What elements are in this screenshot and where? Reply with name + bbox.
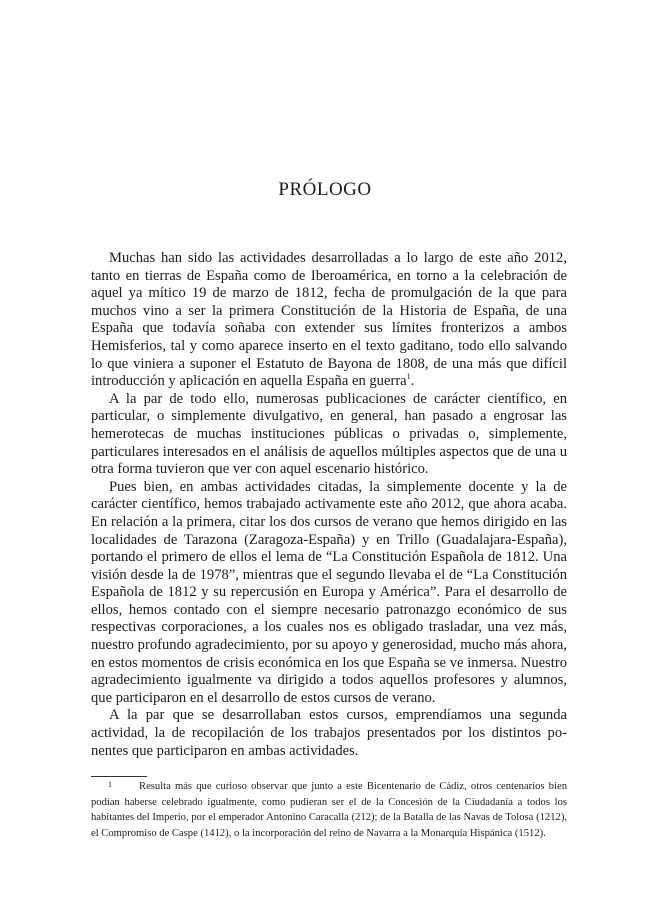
paragraph-3: Pues bien, en ambas actividades citadas, la simplemente docente y la de carácter científico, hemos trabajado activamente este año 2012, que ahora acaba. En relación a la primera, citar los dos cursos de verano que hemos dirigido en las localidades de Tarazona (Zaragoza-España) y en Trillo (Guadalajara-España), portando el primero de ellos el lema de “La Constitución Española de 1812. Una visión desde la de 1978”, mientras que el segundo llevaba el de “La Constitución Española de 1812 y su repercusión en Europa y América”. Para el desarrollo de ellos, hemos contado con el siempre necesario patronazgo económico de sus respectivas corporaciones, a los cuales nos es obligado trasladar, una vez más, nuestro profundo agradecimiento, por su apoyo y generosidad, mucho más ahora, en estos momentos de crisis económica en los que España se ve inmersa. Nuestro agradecimiento igualmente va dirigido a todos aquellos profesores y alumnos, que participaron en el desarrollo de estos cursos de verano. [91, 478, 567, 706]
footnote-text: Resulta más que curioso observar que junto a este Bicentenario de Cádiz, otros centenarios bien podían haberse celebrado igualmente, como pudieran ser el de la Concesión de la Ciudadanía a todos los habitantes del Imperio, por el emperador Antonino Caracalla (212); de la Batalla de las Navas de Tolosa (1212), el Compromiso de Caspe (1412), o la incorporación del reino de Navarra a la Monarquía Hispánica (1512). [91, 781, 567, 839]
footnote-number: 1 [108, 780, 112, 789]
footnote-reference: 1 [406, 372, 411, 382]
body-text [91, 250, 567, 760]
paragraph-1-text: Muchas han sido las actividades desarrolladas a lo largo de este año 2012, tanto en tierras de España como de Iberoamérica, en torno a la celebración de aquel ya mítico 19 de marzo de 1812, fecha de promulgación de la que para muchos vino a ser la primera Constitución de la Historia de España, de una España que todavía soñaba con extender sus límites fronterizos a ambos Hemisferios, tal y como aparece inserto en el texto gaditano, todo ello salvando lo que viniera a suponer el Estatuto de Bayona de 1808, de una más que difícil introducción y aplicación en aquella España en guerra [91, 250, 567, 390]
paragraph-4: A la par que se desarrollaban estos cursos, emprendíamos una segunda actividad, la de recopilación de los trabajos presentados por los distintos ponentes que participaron en ambas actividades. [91, 707, 567, 759]
footnote-separator [91, 776, 147, 777]
paragraph-1: Muchas han sido las actividades desarrolladas a lo largo de este año 2012, tanto en tierras de España como de Iberoamérica, en torno a la celebración de aquel ya mítico 19 de marzo de 1812, fecha de promulgación de la que para muchos vino a ser la primera Constitución de la Historia de España, de una España que todavía soñaba con extender sus límites fronterizos a ambos Hemisferios, tal y como aparece inserto en el texto gaditano, todo ello salvando lo que viniera a suponer el Estatuto de Bayona de 1808, de una más que difícil introducción y aplicación en aquella España en guerra$^1$. [91, 250, 567, 390]
paragraph-2: A la par de todo ello, numerosas publicaciones de carácter científico, en particular, o simplemente divulgativo, en general, han pasado a engrosar las hemerotecas de muchas instituciones públicas o privadas o, simplemente, particulares interesados en el análisis de aquellos múltiples aspectos que de una u otra forma tuvieron que ver con aquel escenario histórico. [91, 390, 567, 478]
page-title: PRÓLOGO [278, 179, 372, 200]
footnote [91, 779, 567, 841]
